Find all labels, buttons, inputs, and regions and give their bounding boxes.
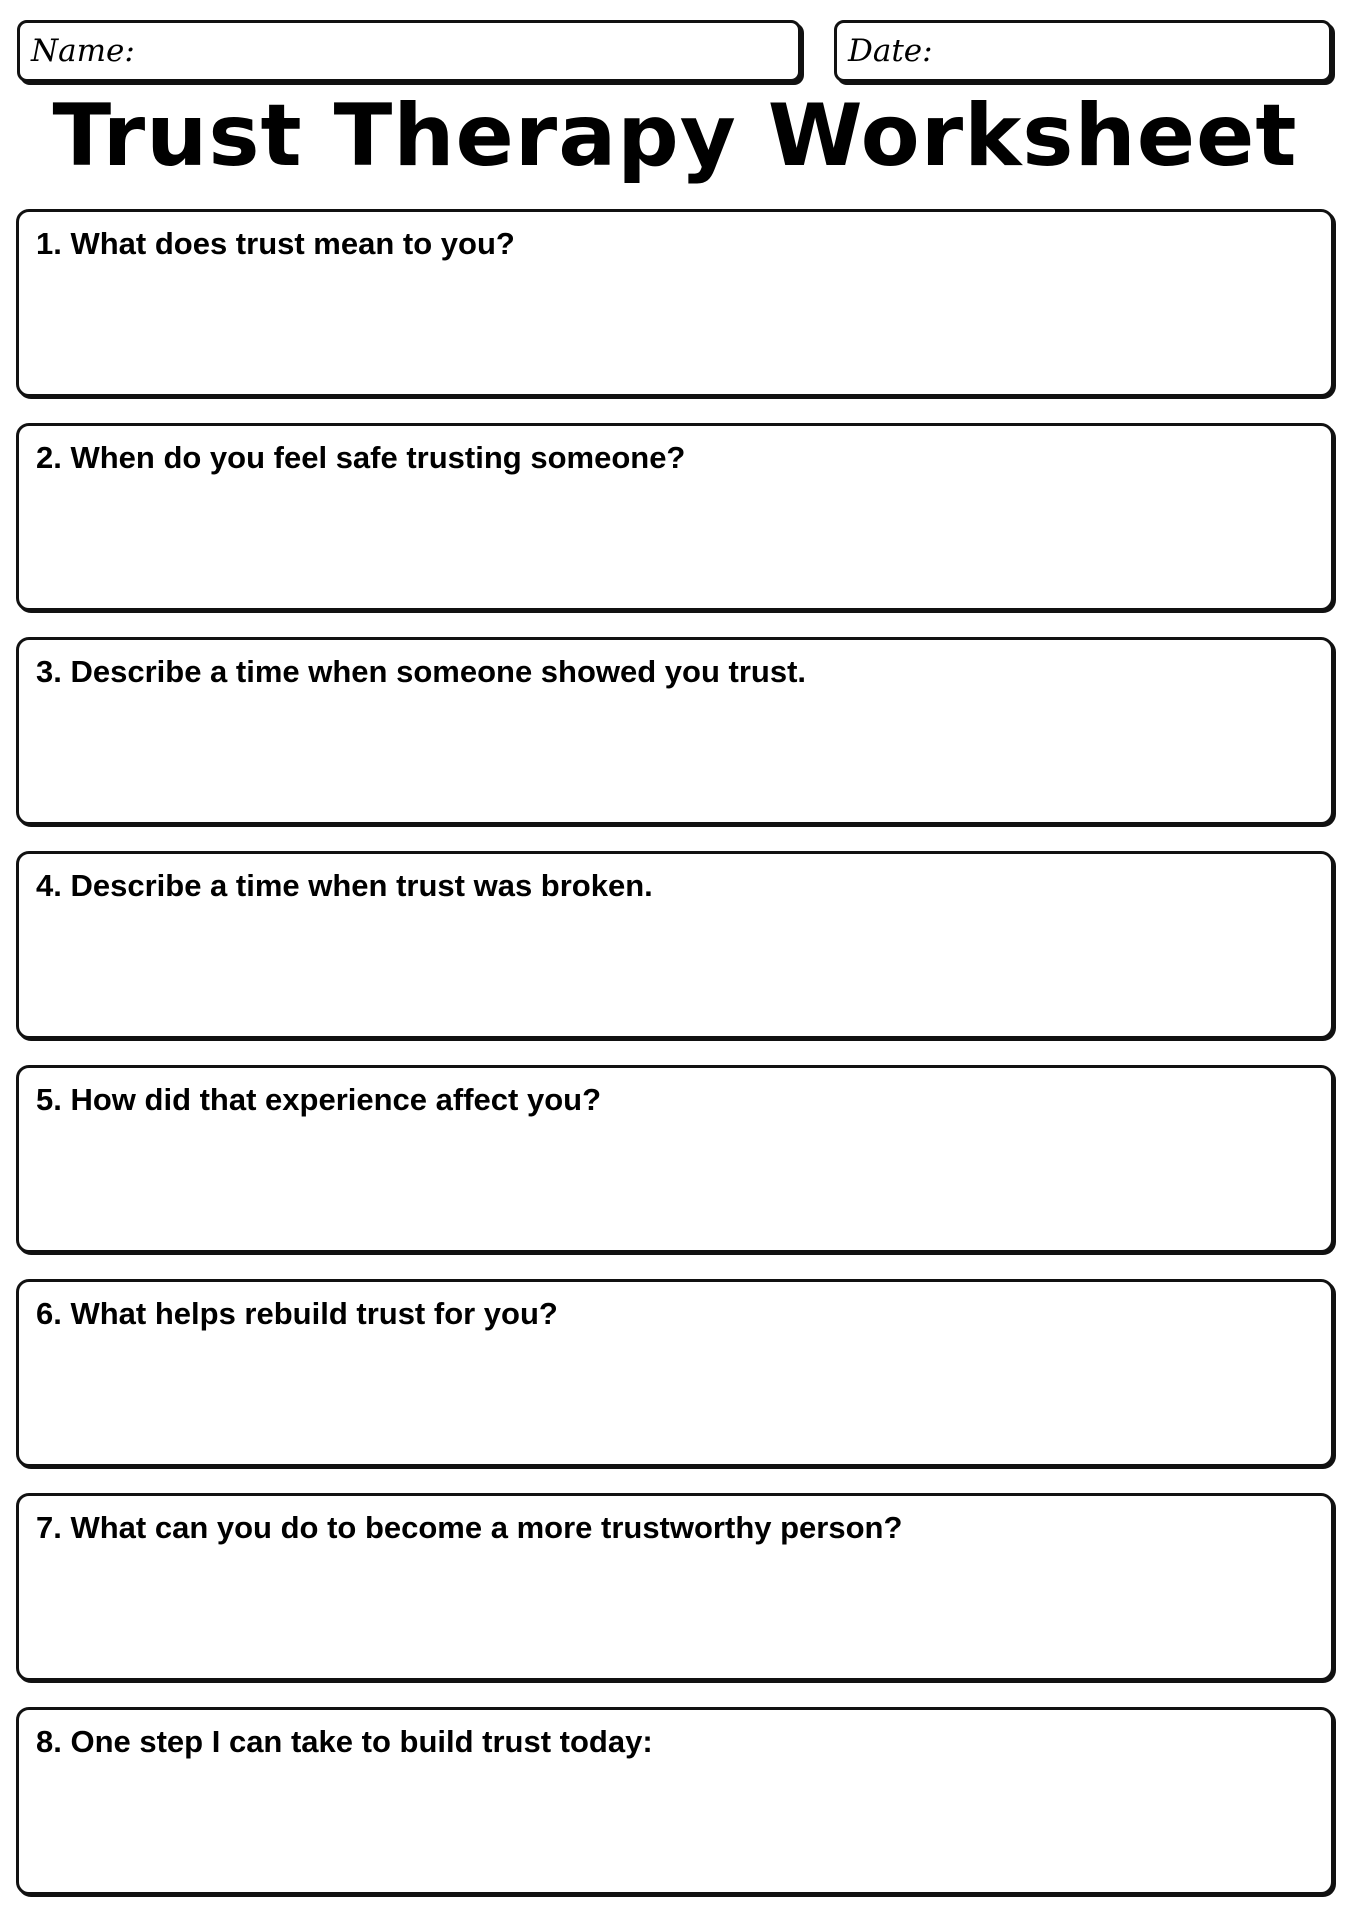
name-label: Name:	[31, 33, 135, 69]
answer-area-5[interactable]	[36, 1128, 1314, 1238]
question-text-6: 6. What helps rebuild trust for you?	[36, 1296, 558, 1331]
question-text-3: 3. Describe a time when someone showed you trust.	[36, 654, 807, 689]
date-field[interactable]	[834, 20, 1332, 82]
worksheet-title: Trust Therapy Worksheet	[52, 86, 1298, 186]
question-text-1: 1. What does trust mean to you?	[36, 226, 515, 261]
name-field[interactable]	[17, 20, 801, 82]
question-box-1	[16, 209, 1334, 397]
question-box-6	[16, 1279, 1334, 1467]
question-text-5: 5. How did that experience affect you?	[36, 1082, 602, 1117]
question-box-4	[16, 851, 1334, 1039]
question-text-8: 8. One step I can take to build trust today:	[36, 1724, 653, 1759]
answer-area-8[interactable]	[36, 1770, 1314, 1880]
answer-area-1[interactable]	[36, 272, 1314, 382]
question-text-2: 2. When do you feel safe trusting someone?	[36, 440, 686, 475]
question-box-8	[16, 1707, 1334, 1895]
question-box-5	[16, 1065, 1334, 1253]
answer-area-7[interactable]	[36, 1556, 1314, 1666]
question-text-4: 4. Describe a time when trust was broken.	[36, 868, 653, 903]
question-text-7: 7. What can you do to become a more trustworthy person?	[36, 1510, 903, 1545]
answer-area-2[interactable]	[36, 486, 1314, 596]
answer-area-6[interactable]	[36, 1342, 1314, 1452]
answer-area-3[interactable]	[36, 700, 1314, 810]
answer-area-4[interactable]	[36, 914, 1314, 1024]
question-box-7	[16, 1493, 1334, 1681]
date-label: Date:	[848, 33, 933, 69]
question-box-3	[16, 637, 1334, 825]
question-box-2	[16, 423, 1334, 611]
